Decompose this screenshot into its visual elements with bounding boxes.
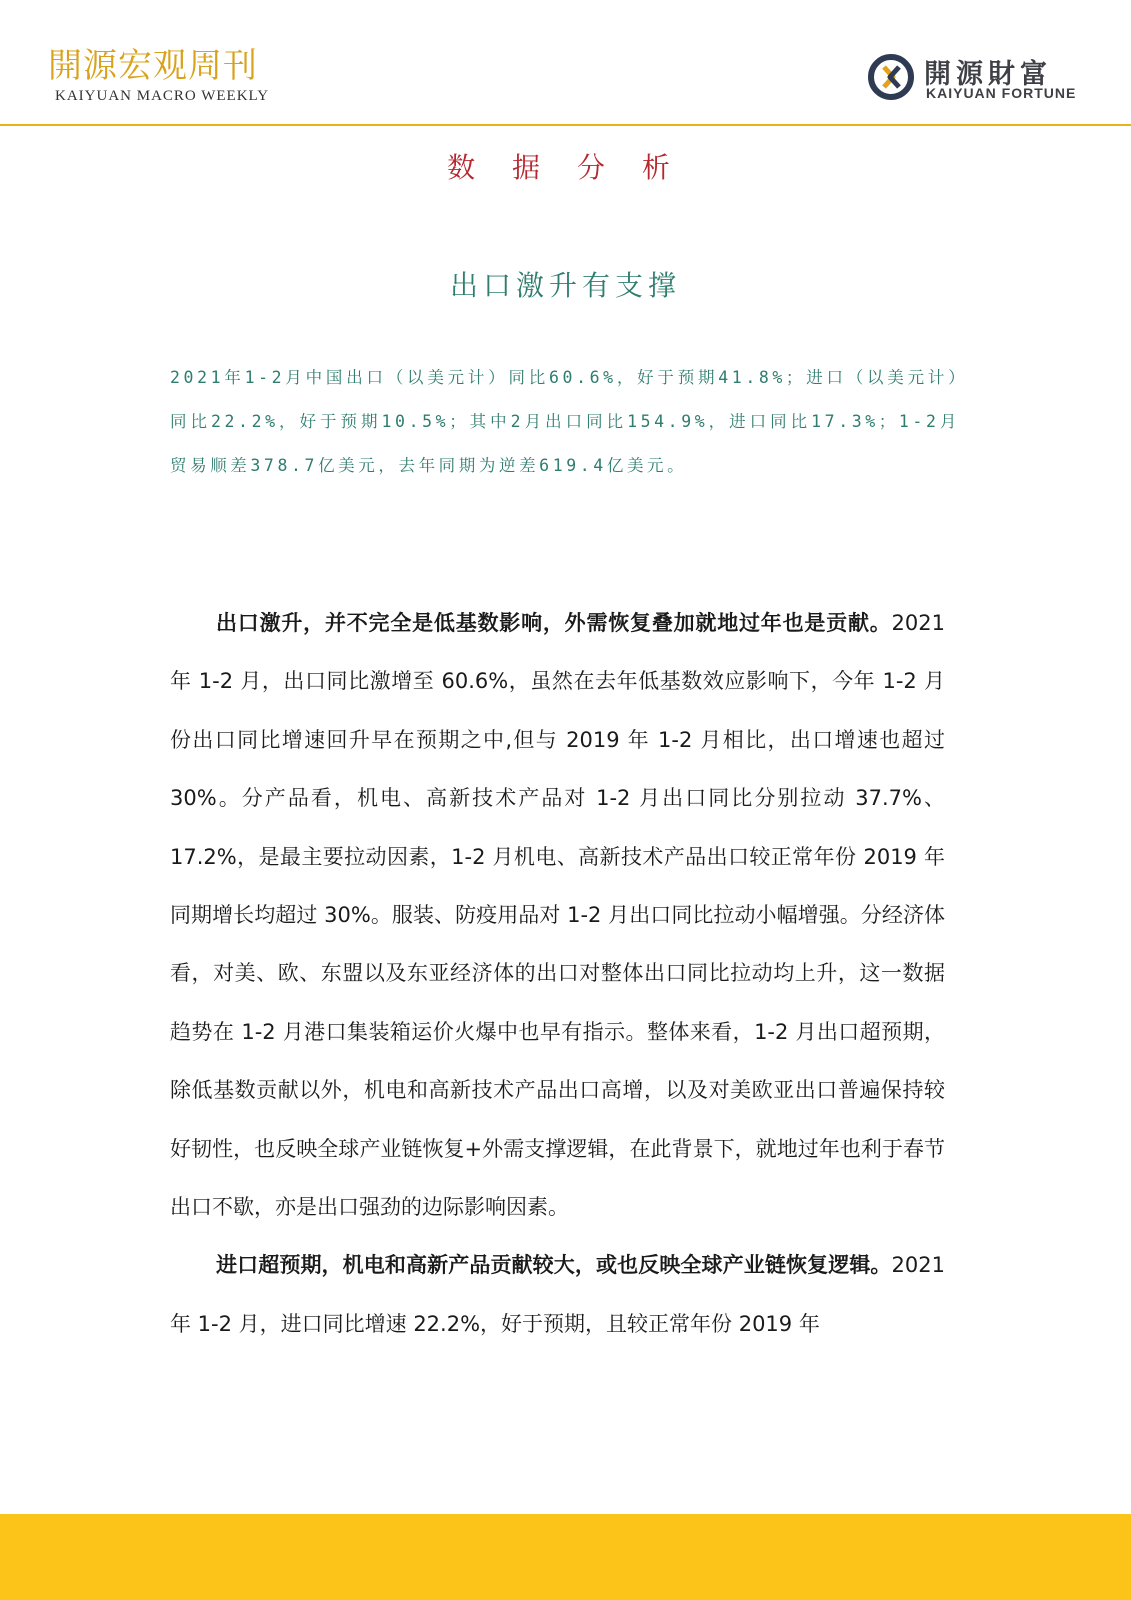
kaiyuan-logo bbox=[866, 50, 1096, 106]
footer-band bbox=[0, 1514, 1131, 1600]
article-body bbox=[170, 594, 945, 1353]
body-paragraph bbox=[170, 594, 945, 1236]
header-divider bbox=[0, 124, 1131, 126]
paragraph-lead: 进口超预期，机电和高新产品贡献较大，或也反映全球产业链恢复逻辑。 bbox=[216, 1253, 892, 1278]
article-summary: 2021年1-2月中国出口（以美元计）同比60.6%，好于预期41.8%；进口（以美元计）同比22.2%，好于预期10.5%；其中2月出口同比154.9%，进口同比17.3%；1-2月贸易顺差378.7亿美元，去年同期为逆差619.4亿美元。 bbox=[170, 368, 960, 475]
publication-title: 開源宏观周刊 bbox=[48, 46, 258, 86]
body-paragraph bbox=[170, 1236, 945, 1353]
publication-subtitle: KAIYUAN MACRO WEEKLY bbox=[55, 88, 270, 104]
paragraph-lead: 出口激升，并不完全是低基数影响，外需恢复叠加就地过年也是贡献。 bbox=[216, 611, 892, 635]
article-title: 出口激升有支撑 bbox=[449, 269, 681, 302]
logo-name-en: KAIYUAN FORTUNE bbox=[926, 85, 1077, 101]
logo-name-cn: 開源財富 bbox=[924, 59, 1052, 90]
kaiyuan-logo-icon bbox=[866, 50, 916, 100]
paragraph-text: 2021 年 1-2 月，出口同比激增至 60.6%，虽然在去年低基数效应影响下，今年 1-2 月份出口同比增速回升早在预期之中,但与 2019 年 1-2 月相比，出口增速也超过 30%。分产品看，机电、高新技术产品对 1-2 月出口同比分别拉动 37.7%、 17.2%，是最主要拉动因素，1-2 月机电、高新技术产品出口较正常年份 2019 年同期增长均超过 30%。服装、防疫用品对 1-2 月出口同比拉动小幅增强。分经济体看，对美、欧、东盟以及东亚经济体的出口对整体出口同比拉动均上升，这一数据趋势在 1-2 月港口集装箱运价火爆中也早有指示。整体来看，1-2 月出口超预期，除低基数贡献以外，机电和高新技术产品出口高增，以及对美欧亚出口普遍保持较好韧性，也反映全球产业链恢复+外需支撑逻辑，在此背景下，就地过年也利于春节出口不歇，亦是出口强劲的边际影响因素。 bbox=[170, 611, 945, 1220]
section-title: 数 据 分 析 bbox=[447, 151, 684, 184]
paragraph-text: 2021 年 1-2 月，进口同比增速 22.2%，好于预期，且较正常年份 2019 年 bbox=[170, 1253, 945, 1336]
